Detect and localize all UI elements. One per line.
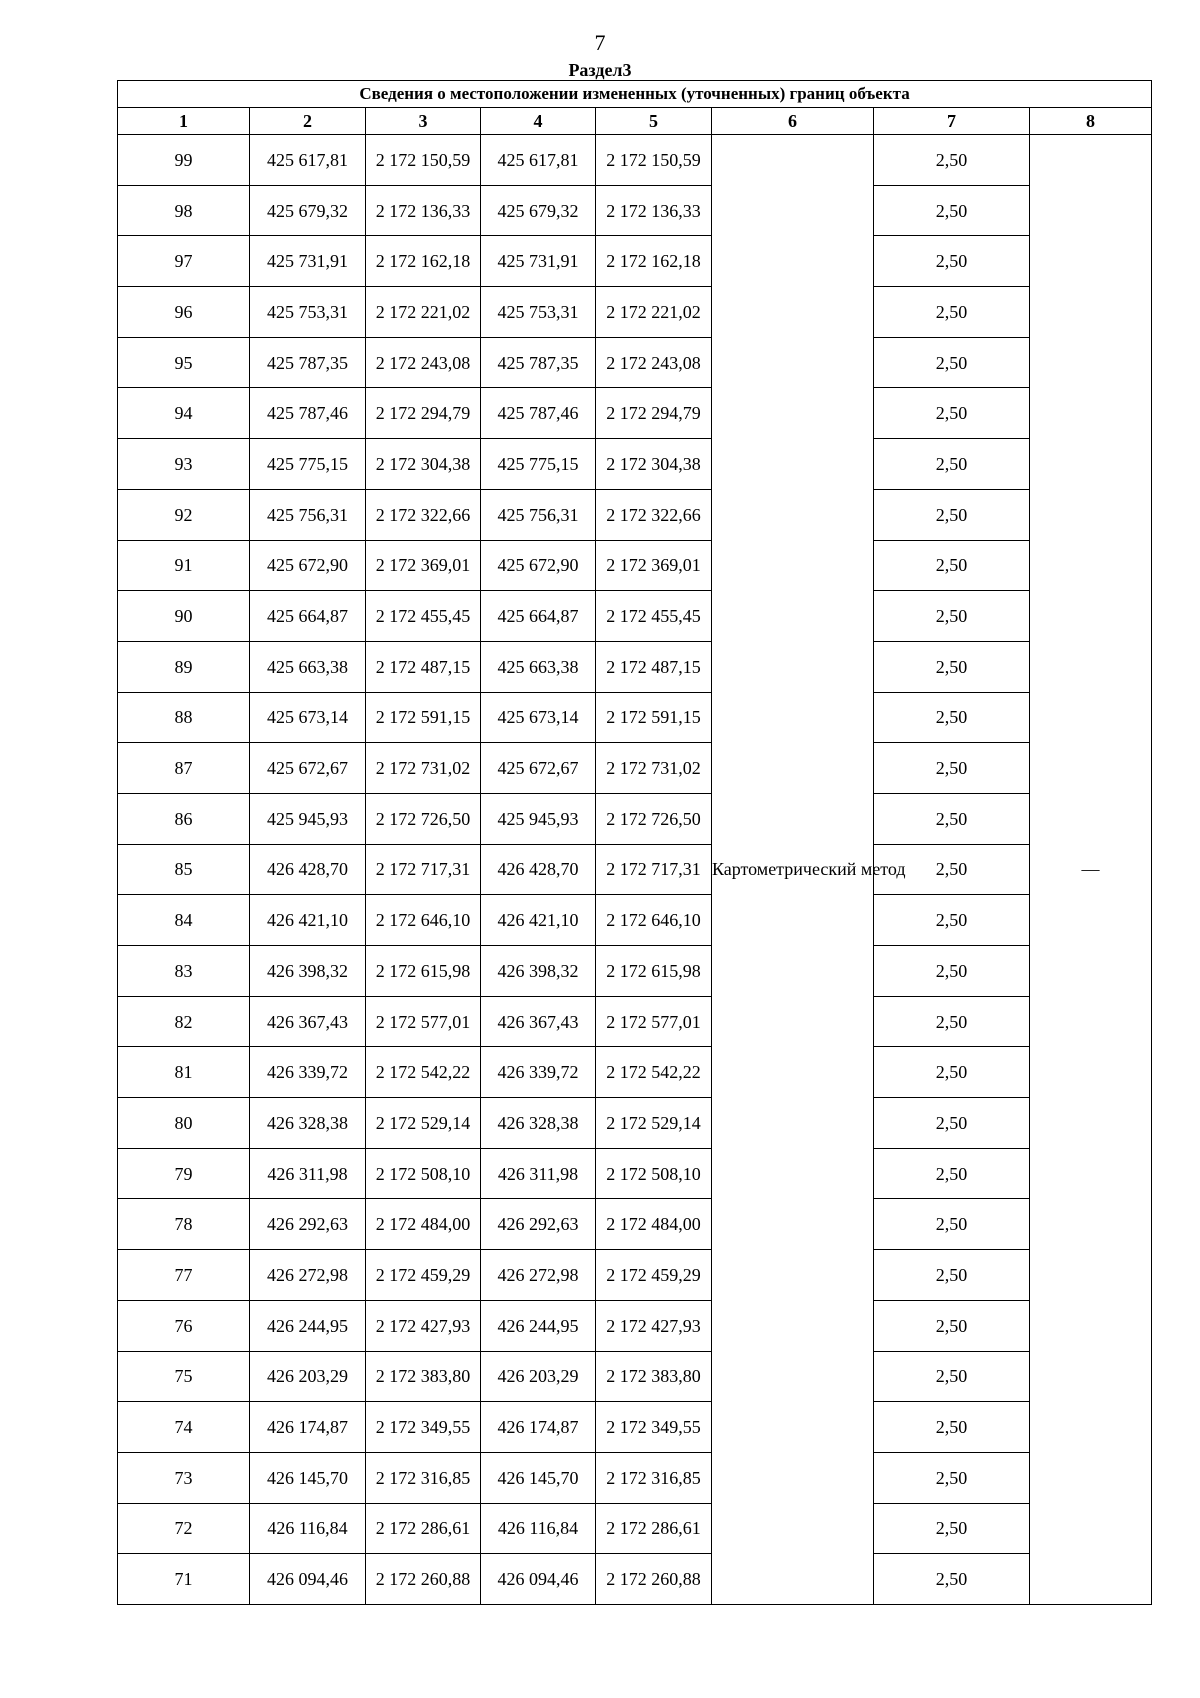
table-row xyxy=(118,337,1152,388)
coord-x-cell: 425 673,14 xyxy=(250,692,366,743)
point-number-cell: 99 xyxy=(118,135,250,186)
coord-x-cell: 425 787,46 xyxy=(481,388,596,439)
accuracy-cell: 2,50 xyxy=(874,1300,1030,1351)
coord-y-cell: 2 172 162,18 xyxy=(596,236,712,287)
point-number-cell: 79 xyxy=(118,1148,250,1199)
point-number-cell: 72 xyxy=(118,1503,250,1554)
coord-x-cell: 425 945,93 xyxy=(250,793,366,844)
coord-y-cell: 2 172 221,02 xyxy=(596,287,712,338)
point-number-cell: 76 xyxy=(118,1300,250,1351)
coord-y-cell: 2 172 591,15 xyxy=(366,692,481,743)
coord-x-cell: 425 679,32 xyxy=(250,185,366,236)
table-row xyxy=(118,946,1152,997)
method-cell: Картометрический метод xyxy=(712,135,874,1605)
table-row xyxy=(118,793,1152,844)
coord-x-cell: 426 311,98 xyxy=(250,1148,366,1199)
table-row xyxy=(118,1402,1152,1453)
coord-y-cell: 2 172 717,31 xyxy=(596,844,712,895)
column-number: 8 xyxy=(1030,108,1152,135)
point-number-cell: 86 xyxy=(118,793,250,844)
coord-x-cell: 426 203,29 xyxy=(250,1351,366,1402)
point-number-cell: 94 xyxy=(118,388,250,439)
coord-x-cell: 425 775,15 xyxy=(250,439,366,490)
accuracy-cell: 2,50 xyxy=(874,1503,1030,1554)
table-row xyxy=(118,1148,1152,1199)
table-row xyxy=(118,1047,1152,1098)
coord-y-cell: 2 172 731,02 xyxy=(366,743,481,794)
coord-y-cell: 2 172 542,22 xyxy=(596,1047,712,1098)
coord-y-cell: 2 172 294,79 xyxy=(366,388,481,439)
accuracy-cell: 2,50 xyxy=(874,996,1030,1047)
coord-y-cell: 2 172 427,93 xyxy=(596,1300,712,1351)
point-number-cell: 83 xyxy=(118,946,250,997)
column-8-cell: — xyxy=(1030,135,1152,1605)
coord-x-cell: 425 672,67 xyxy=(250,743,366,794)
coord-x-cell: 425 672,90 xyxy=(481,540,596,591)
coord-y-cell: 2 172 646,10 xyxy=(596,895,712,946)
accuracy-cell: 2,50 xyxy=(874,135,1030,186)
table-row xyxy=(118,1503,1152,1554)
coord-x-cell: 425 679,32 xyxy=(481,185,596,236)
table-row xyxy=(118,135,1152,186)
coord-y-cell: 2 172 484,00 xyxy=(366,1199,481,1250)
accuracy-cell: 2,50 xyxy=(874,1402,1030,1453)
accuracy-cell: 2,50 xyxy=(874,641,1030,692)
coord-x-cell: 425 787,35 xyxy=(481,337,596,388)
coord-y-cell: 2 172 294,79 xyxy=(596,388,712,439)
point-number-cell: 91 xyxy=(118,540,250,591)
table-row xyxy=(118,287,1152,338)
coord-x-cell: 426 116,84 xyxy=(481,1503,596,1554)
coord-y-cell: 2 172 459,29 xyxy=(596,1250,712,1301)
column-number: 4 xyxy=(481,108,596,135)
point-number-cell: 71 xyxy=(118,1554,250,1605)
column-number: 6 xyxy=(712,108,874,135)
coord-y-cell: 2 172 577,01 xyxy=(366,996,481,1047)
coord-y-cell: 2 172 322,66 xyxy=(596,489,712,540)
coord-y-cell: 2 172 615,98 xyxy=(596,946,712,997)
column-number-row xyxy=(118,108,1152,135)
coord-y-cell: 2 172 455,45 xyxy=(366,591,481,642)
coord-x-cell: 425 945,93 xyxy=(481,793,596,844)
coord-x-cell: 426 292,63 xyxy=(481,1199,596,1250)
coord-y-cell: 2 172 136,33 xyxy=(596,185,712,236)
coord-x-cell: 426 339,72 xyxy=(250,1047,366,1098)
table-row xyxy=(118,388,1152,439)
coord-x-cell: 426 328,38 xyxy=(250,1098,366,1149)
page-number: 7 xyxy=(594,30,606,55)
table-row xyxy=(118,1199,1152,1250)
table-row xyxy=(118,1351,1152,1402)
coord-y-cell: 2 172 383,80 xyxy=(366,1351,481,1402)
coord-x-cell: 426 367,43 xyxy=(481,996,596,1047)
accuracy-cell: 2,50 xyxy=(874,946,1030,997)
section-heading: Раздел3 xyxy=(568,60,632,80)
coord-y-cell: 2 172 383,80 xyxy=(596,1351,712,1402)
accuracy-cell: 2,50 xyxy=(874,1452,1030,1503)
accuracy-cell: 2,50 xyxy=(874,540,1030,591)
accuracy-cell: 2,50 xyxy=(874,1250,1030,1301)
coord-x-cell: 426 272,98 xyxy=(250,1250,366,1301)
point-number-cell: 96 xyxy=(118,287,250,338)
accuracy-cell: 2,50 xyxy=(874,692,1030,743)
coord-x-cell: 426 244,95 xyxy=(481,1300,596,1351)
coord-y-cell: 2 172 487,15 xyxy=(596,641,712,692)
coord-y-cell: 2 172 349,55 xyxy=(366,1402,481,1453)
table-title: Сведения о местоположении измененных (уточненных) границ объекта xyxy=(118,81,1152,108)
accuracy-cell: 2,50 xyxy=(874,895,1030,946)
table-body xyxy=(118,81,1152,1605)
coord-y-cell: 2 172 369,01 xyxy=(596,540,712,591)
coord-y-cell: 2 172 260,88 xyxy=(366,1554,481,1605)
coord-y-cell: 2 172 529,14 xyxy=(596,1098,712,1149)
table-row xyxy=(118,743,1152,794)
coord-y-cell: 2 172 726,50 xyxy=(366,793,481,844)
coord-x-cell: 426 421,10 xyxy=(481,895,596,946)
accuracy-cell: 2,50 xyxy=(874,1098,1030,1149)
coord-x-cell: 425 672,90 xyxy=(250,540,366,591)
coord-x-cell: 425 617,81 xyxy=(250,135,366,186)
coord-x-cell: 425 756,31 xyxy=(481,489,596,540)
coord-y-cell: 2 172 484,00 xyxy=(596,1199,712,1250)
coord-x-cell: 425 663,38 xyxy=(250,641,366,692)
coord-x-cell: 425 753,31 xyxy=(481,287,596,338)
coord-y-cell: 2 172 322,66 xyxy=(366,489,481,540)
point-number-cell: 97 xyxy=(118,236,250,287)
coord-x-cell: 426 094,46 xyxy=(250,1554,366,1605)
coord-x-cell: 425 787,35 xyxy=(250,337,366,388)
coord-y-cell: 2 172 221,02 xyxy=(366,287,481,338)
coord-y-cell: 2 172 427,93 xyxy=(366,1300,481,1351)
coord-x-cell: 425 753,31 xyxy=(250,287,366,338)
coord-x-cell: 426 116,84 xyxy=(250,1503,366,1554)
table-row xyxy=(118,996,1152,1047)
coord-x-cell: 426 421,10 xyxy=(250,895,366,946)
boundary-coordinates-table xyxy=(117,80,1152,1605)
table-row xyxy=(118,540,1152,591)
point-number-cell: 90 xyxy=(118,591,250,642)
coord-x-cell: 426 428,70 xyxy=(250,844,366,895)
accuracy-cell: 2,50 xyxy=(874,337,1030,388)
accuracy-cell: 2,50 xyxy=(874,793,1030,844)
coord-x-cell: 426 428,70 xyxy=(481,844,596,895)
coord-x-cell: 425 731,91 xyxy=(250,236,366,287)
accuracy-cell: 2,50 xyxy=(874,743,1030,794)
point-number-cell: 92 xyxy=(118,489,250,540)
coord-y-cell: 2 172 717,31 xyxy=(366,844,481,895)
table-row xyxy=(118,895,1152,946)
coord-x-cell: 425 787,46 xyxy=(250,388,366,439)
table-row xyxy=(118,591,1152,642)
coord-y-cell: 2 172 731,02 xyxy=(596,743,712,794)
column-number: 3 xyxy=(366,108,481,135)
point-number-cell: 95 xyxy=(118,337,250,388)
point-number-cell: 89 xyxy=(118,641,250,692)
point-number-cell: 75 xyxy=(118,1351,250,1402)
table-row xyxy=(118,1452,1152,1503)
coord-y-cell: 2 172 150,59 xyxy=(366,135,481,186)
coord-y-cell: 2 172 508,10 xyxy=(596,1148,712,1199)
coord-x-cell: 425 672,67 xyxy=(481,743,596,794)
coord-y-cell: 2 172 304,38 xyxy=(366,439,481,490)
coord-y-cell: 2 172 615,98 xyxy=(366,946,481,997)
coord-x-cell: 425 731,91 xyxy=(481,236,596,287)
coord-x-cell: 425 756,31 xyxy=(250,489,366,540)
point-number-cell: 85 xyxy=(118,844,250,895)
accuracy-cell: 2,50 xyxy=(874,388,1030,439)
point-number-cell: 74 xyxy=(118,1402,250,1453)
accuracy-cell: 2,50 xyxy=(874,1199,1030,1250)
table-row xyxy=(118,439,1152,490)
point-number-cell: 88 xyxy=(118,692,250,743)
coord-y-cell: 2 172 577,01 xyxy=(596,996,712,1047)
point-number-cell: 87 xyxy=(118,743,250,794)
point-number-cell: 98 xyxy=(118,185,250,236)
table-row xyxy=(118,1250,1152,1301)
table-row xyxy=(118,1300,1152,1351)
coord-y-cell: 2 172 286,61 xyxy=(596,1503,712,1554)
coord-y-cell: 2 172 459,29 xyxy=(366,1250,481,1301)
point-number-cell: 82 xyxy=(118,996,250,1047)
accuracy-cell: 2,50 xyxy=(874,1351,1030,1402)
coord-x-cell: 426 339,72 xyxy=(481,1047,596,1098)
coord-y-cell: 2 172 150,59 xyxy=(596,135,712,186)
table-row xyxy=(118,1098,1152,1149)
coord-x-cell: 426 328,38 xyxy=(481,1098,596,1149)
table-row xyxy=(118,1554,1152,1605)
coord-y-cell: 2 172 260,88 xyxy=(596,1554,712,1605)
coord-x-cell: 426 311,98 xyxy=(481,1148,596,1199)
table-row xyxy=(118,641,1152,692)
coord-x-cell: 425 617,81 xyxy=(481,135,596,186)
coord-y-cell: 2 172 529,14 xyxy=(366,1098,481,1149)
table-row xyxy=(118,185,1152,236)
coord-y-cell: 2 172 455,45 xyxy=(596,591,712,642)
accuracy-cell: 2,50 xyxy=(874,439,1030,490)
coord-y-cell: 2 172 349,55 xyxy=(596,1402,712,1453)
coord-y-cell: 2 172 591,15 xyxy=(596,692,712,743)
table-row xyxy=(118,844,1152,895)
accuracy-cell: 2,50 xyxy=(874,185,1030,236)
column-number: 1 xyxy=(118,108,250,135)
table-title-row xyxy=(118,81,1152,108)
coord-x-cell: 426 367,43 xyxy=(250,996,366,1047)
coord-x-cell: 425 664,87 xyxy=(481,591,596,642)
point-number-cell: 81 xyxy=(118,1047,250,1098)
coord-x-cell: 426 398,32 xyxy=(250,946,366,997)
accuracy-cell: 2,50 xyxy=(874,844,1030,895)
coord-x-cell: 426 244,95 xyxy=(250,1300,366,1351)
coord-x-cell: 425 775,15 xyxy=(481,439,596,490)
accuracy-cell: 2,50 xyxy=(874,287,1030,338)
point-number-cell: 77 xyxy=(118,1250,250,1301)
coord-x-cell: 426 145,70 xyxy=(250,1452,366,1503)
coord-x-cell: 426 094,46 xyxy=(481,1554,596,1605)
coord-y-cell: 2 172 369,01 xyxy=(366,540,481,591)
accuracy-cell: 2,50 xyxy=(874,591,1030,642)
coord-y-cell: 2 172 316,85 xyxy=(596,1452,712,1503)
table-row xyxy=(118,236,1152,287)
table-row xyxy=(118,489,1152,540)
coord-y-cell: 2 172 162,18 xyxy=(366,236,481,287)
coord-y-cell: 2 172 243,08 xyxy=(366,337,481,388)
point-number-cell: 84 xyxy=(118,895,250,946)
coord-x-cell: 426 174,87 xyxy=(481,1402,596,1453)
coord-y-cell: 2 172 646,10 xyxy=(366,895,481,946)
coord-y-cell: 2 172 316,85 xyxy=(366,1452,481,1503)
coord-x-cell: 426 203,29 xyxy=(481,1351,596,1402)
accuracy-cell: 2,50 xyxy=(874,236,1030,287)
point-number-cell: 93 xyxy=(118,439,250,490)
coord-y-cell: 2 172 243,08 xyxy=(596,337,712,388)
coord-y-cell: 2 172 136,33 xyxy=(366,185,481,236)
accuracy-cell: 2,50 xyxy=(874,1047,1030,1098)
coord-y-cell: 2 172 542,22 xyxy=(366,1047,481,1098)
coord-x-cell: 426 174,87 xyxy=(250,1402,366,1453)
coord-y-cell: 2 172 487,15 xyxy=(366,641,481,692)
coord-x-cell: 426 145,70 xyxy=(481,1452,596,1503)
coord-x-cell: 426 272,98 xyxy=(481,1250,596,1301)
column-number: 7 xyxy=(874,108,1030,135)
coord-x-cell: 425 673,14 xyxy=(481,692,596,743)
coord-y-cell: 2 172 726,50 xyxy=(596,793,712,844)
coord-x-cell: 425 664,87 xyxy=(250,591,366,642)
accuracy-cell: 2,50 xyxy=(874,489,1030,540)
coord-y-cell: 2 172 286,61 xyxy=(366,1503,481,1554)
point-number-cell: 80 xyxy=(118,1098,250,1149)
coord-x-cell: 425 663,38 xyxy=(481,641,596,692)
table-row xyxy=(118,692,1152,743)
column-number: 2 xyxy=(250,108,366,135)
point-number-cell: 73 xyxy=(118,1452,250,1503)
accuracy-cell: 2,50 xyxy=(874,1554,1030,1605)
coord-x-cell: 426 398,32 xyxy=(481,946,596,997)
coord-y-cell: 2 172 508,10 xyxy=(366,1148,481,1199)
coord-y-cell: 2 172 304,38 xyxy=(596,439,712,490)
column-number: 5 xyxy=(596,108,712,135)
point-number-cell: 78 xyxy=(118,1199,250,1250)
accuracy-cell: 2,50 xyxy=(874,1148,1030,1199)
coord-x-cell: 426 292,63 xyxy=(250,1199,366,1250)
